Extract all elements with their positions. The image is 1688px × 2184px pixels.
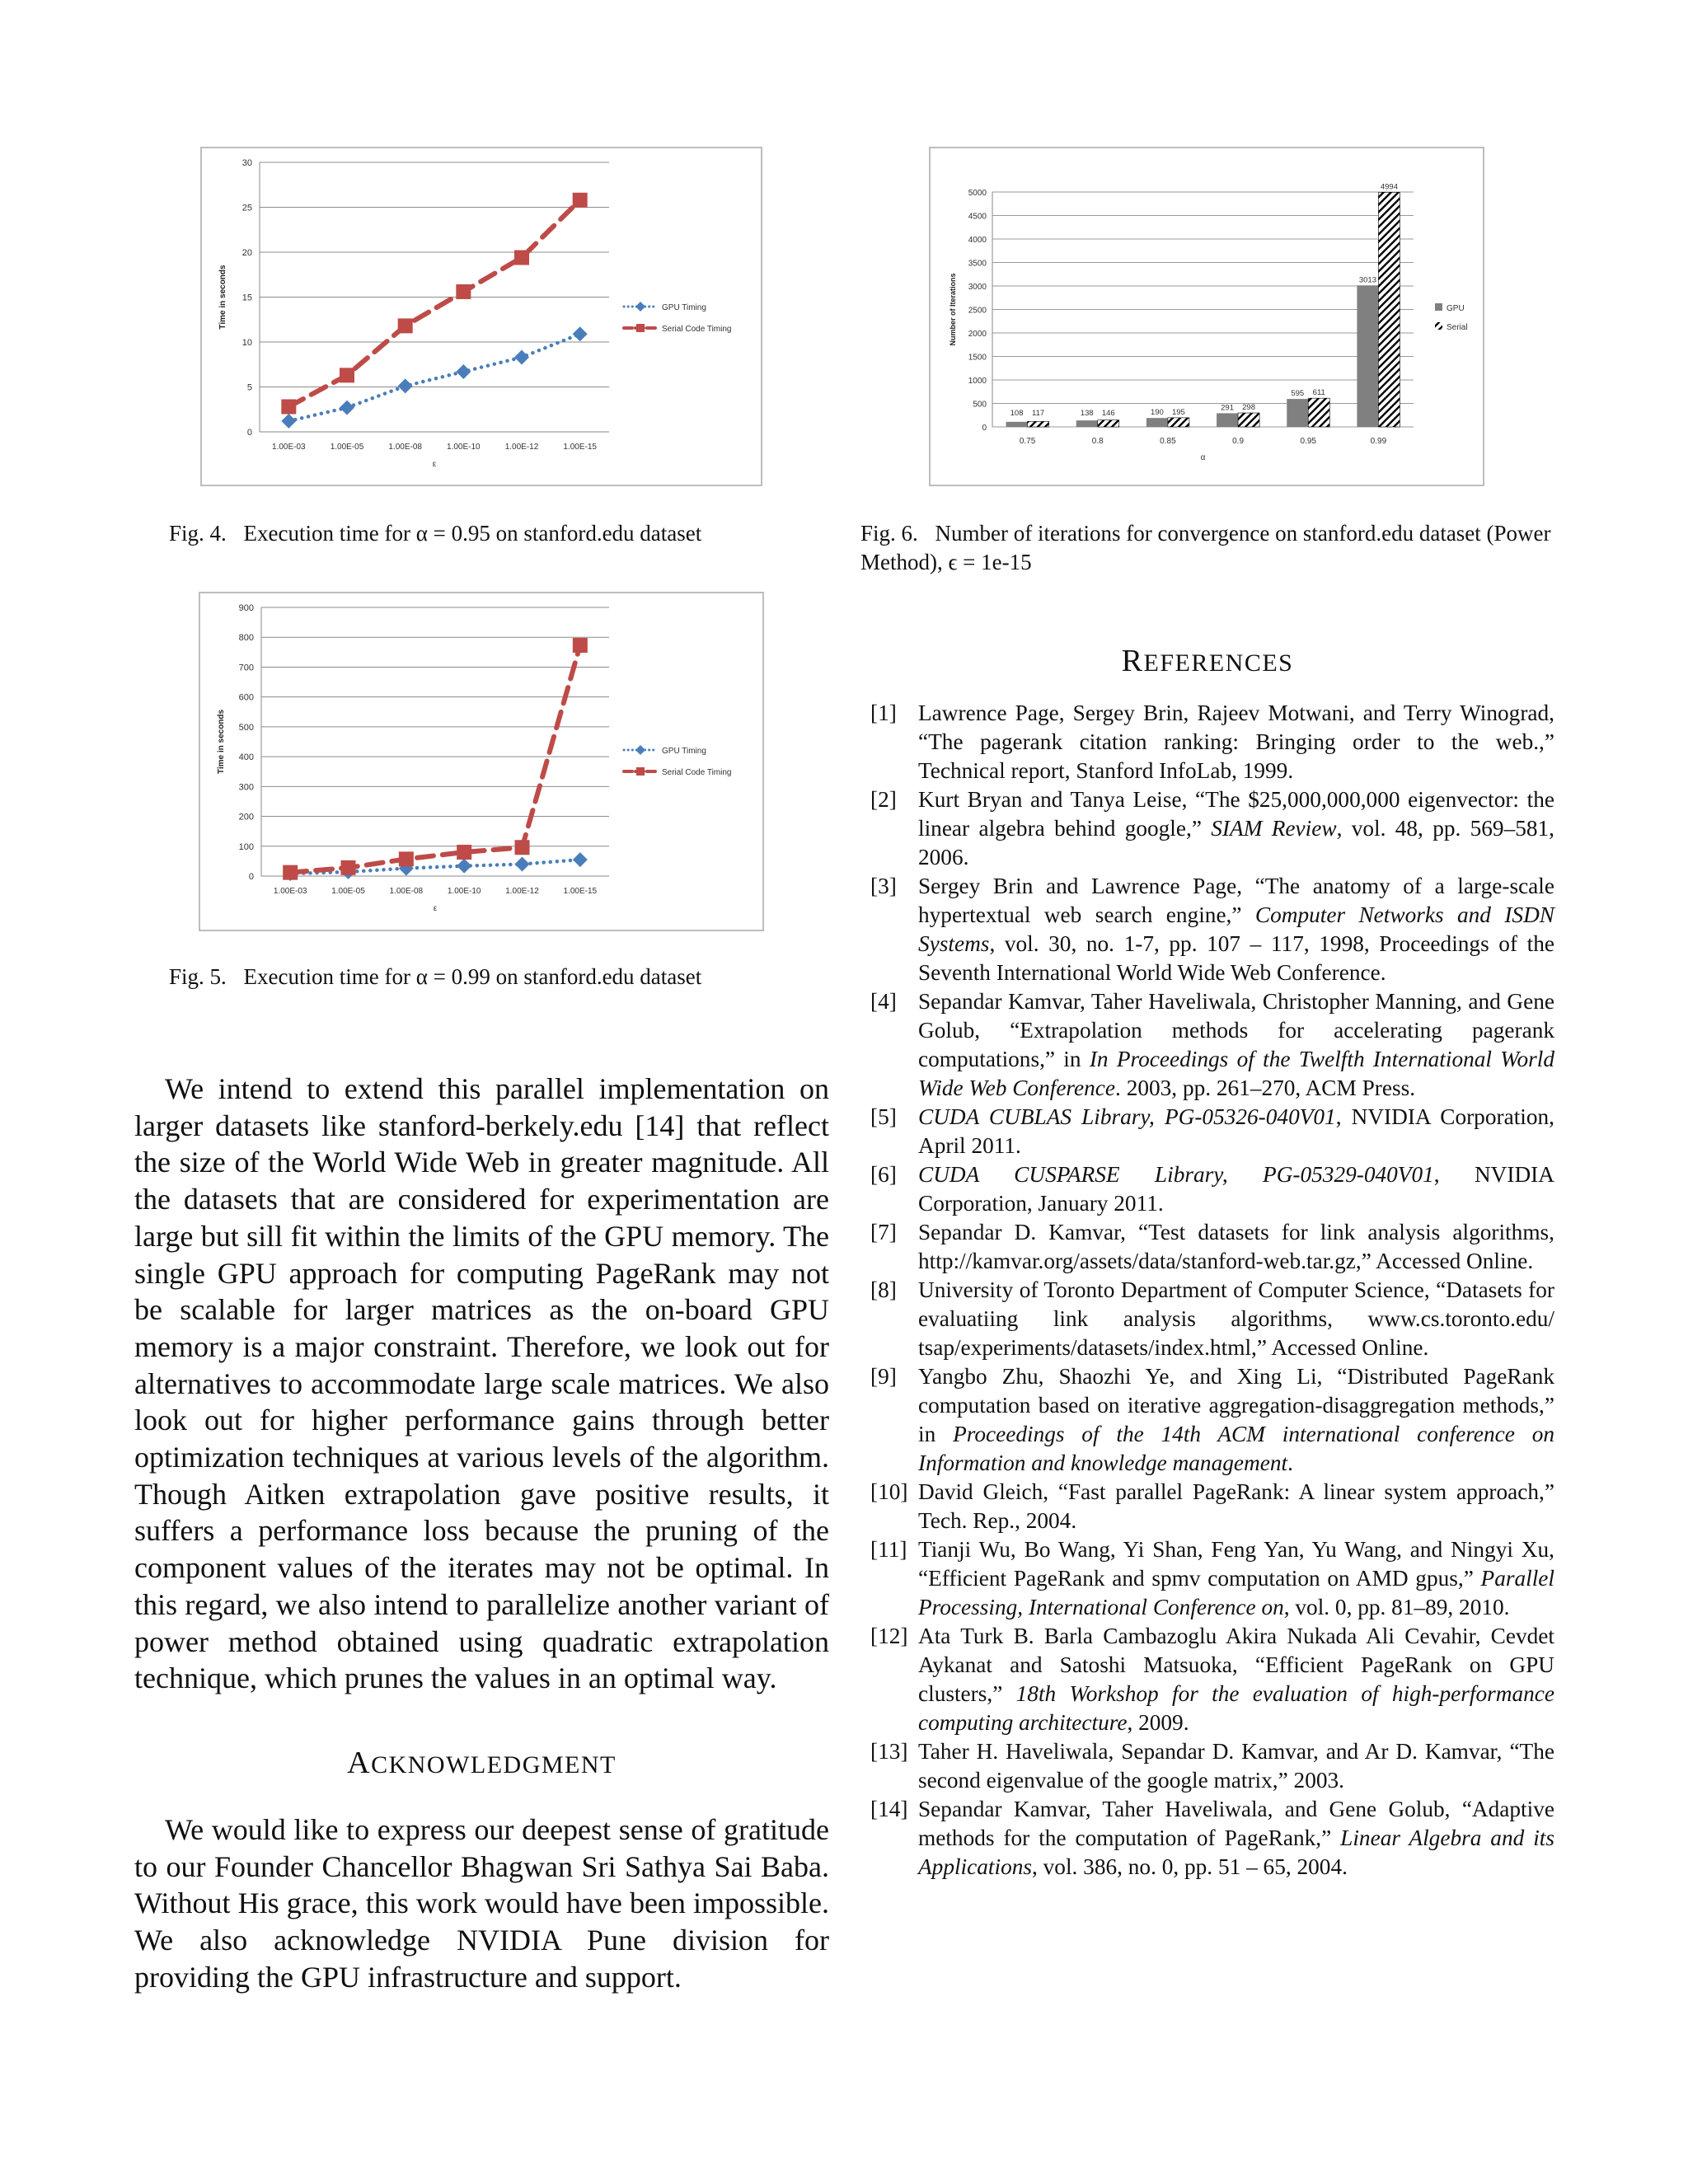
figure-6: [929, 147, 1484, 486]
x-tick-label: 0.99: [1370, 437, 1387, 446]
reference-text-pre: Sepandar Kamvar, Taher Haveliwala, Christopher Manning, and Gene Golub, “Extrapolation methods for accelerating pagerank computations,” in: [918, 989, 1554, 1071]
x-tick-label: 1.00E-03: [273, 887, 307, 896]
legend-marker: [636, 767, 645, 776]
figure-5-caption-tag: Fig. 5.: [169, 964, 227, 989]
data-point-diamond: [573, 326, 588, 341]
y-tick-label: 400: [238, 752, 254, 763]
data-label: 146: [1101, 409, 1115, 418]
reference-number: [12]: [870, 1624, 908, 1648]
figure-4-caption-text: Execution time for α = 0.95 on stanford.edu dataset: [243, 521, 702, 546]
data-point-square: [457, 845, 471, 860]
reference-item: [860, 1218, 1554, 1276]
reference-number: [10]: [870, 1479, 908, 1504]
legend-label: GPU: [1447, 304, 1465, 313]
x-tick-label: 1.00E-12: [504, 443, 539, 452]
x-tick-label: 1.00E-10: [447, 443, 481, 452]
data-label: 138: [1080, 409, 1094, 418]
y-tick-label: 800: [238, 633, 254, 644]
x-tick-label: 0.95: [1300, 437, 1316, 446]
reference-item: [860, 1276, 1554, 1362]
y-tick-label: 2000: [968, 330, 987, 339]
figure-5-caption-text: Execution time for α = 0.99 on stanford.edu dataset: [243, 964, 702, 989]
reference-item: [860, 1535, 1554, 1622]
data-point-diamond: [514, 350, 529, 365]
reference-text-pre: Sepandar D. Kamvar, “Test datasets for link analysis algorithms, http://kamvar.org/assets/data/stanford-web.tar.gz,” Accessed Online.: [918, 1220, 1554, 1273]
data-point-square: [456, 284, 471, 299]
figure-4-caption-tag: Fig. 4.: [169, 521, 227, 546]
reference-text-pre: Tianji Wu, Bo Wang, Yi Shan, Feng Yan, Yu Wang, and Ningyi Xu, “Efficient PageRank and spmv computation on AMD gpus,”: [918, 1537, 1554, 1591]
data-point-square: [573, 193, 588, 208]
reference-item: [860, 1622, 1554, 1737]
reference-item: [860, 699, 1554, 785]
figure-5: [199, 592, 764, 931]
x-tick-label: 1.00E-12: [505, 887, 539, 896]
reference-text-pre: Kurt Bryan and Tanya Leise, “The $25,000,000,000 eigenvector: the linear algebra behind google,”: [918, 787, 1554, 841]
reference-text-post: , NVIDIA Corporation, January 2011.: [918, 1162, 1554, 1216]
y-tick-label: 5000: [968, 189, 987, 198]
data-point-diamond: [573, 852, 588, 867]
data-point-square: [340, 368, 354, 382]
figure-6-caption-tag: Fig. 6.: [860, 521, 918, 546]
y-axis-label: Number of Iterations: [949, 273, 957, 346]
y-tick-label: 600: [238, 692, 254, 703]
data-label: 298: [1242, 403, 1256, 413]
reference-text-pre: David Gleich, “Fast parallel PageRank: A linear system approach,” Tech. Rep., 2004.: [918, 1479, 1554, 1533]
figure-4: [200, 147, 762, 486]
x-tick-label: 1.00E-10: [447, 887, 481, 896]
reference-text-em: 18th Workshop for the evaluation of high-performance computing architecture: [918, 1681, 1554, 1735]
x-tick-label: 1.00E-05: [330, 443, 364, 452]
reference-number: [8]: [870, 1277, 897, 1302]
reference-number: [7]: [870, 1220, 897, 1244]
y-axis-label: Time in seconds: [217, 709, 226, 775]
bar-gpu: [1146, 418, 1168, 427]
series-line-1: [290, 860, 580, 874]
bar-gpu: [1357, 285, 1378, 427]
figure-6-caption-text: Number of iterations for convergence on stanford.edu dataset (Power Method), ϵ = 1e-15: [860, 521, 1551, 574]
data-label: 117: [1032, 409, 1045, 418]
data-label: 190: [1150, 408, 1164, 418]
y-tick-label: 5: [246, 382, 252, 393]
bar-gpu: [1006, 422, 1028, 427]
data-point-diamond: [340, 401, 354, 415]
acknowledgment-heading-rest: CKNOWLEDGMENT: [371, 1751, 617, 1779]
reference-number: [3]: [870, 874, 897, 898]
data-point-diamond: [398, 378, 413, 393]
reference-item: [860, 1795, 1554, 1882]
legend-label: Serial: [1447, 323, 1468, 332]
bar-serial: [1308, 398, 1329, 427]
reference-text-em: Computer Networks and ISDN Systems: [918, 902, 1554, 956]
data-point-diamond: [281, 414, 296, 429]
y-tick-label: 900: [238, 603, 254, 613]
data-point-square: [515, 840, 530, 855]
y-tick-label: 100: [238, 841, 254, 852]
bar-gpu: [1076, 420, 1098, 427]
y-tick-label: 0: [982, 424, 987, 433]
reference-text-em: Proceedings of the 14th ACM international conference on Information and knowledge management: [918, 1422, 1555, 1475]
data-label: 3013: [1358, 275, 1376, 285]
reference-text-post: , vol. 0, pp. 81–89, 2010.: [1283, 1595, 1510, 1619]
reference-number: [13]: [870, 1739, 908, 1764]
future-work-paragraph: We intend to extend this parallel implementation on larger datasets like stanford-berkely.edu [14] that reflect the size of the World Wide Web in greater magnitude. All the datasets that are considered for experimentation are large but sill fit within the limits of the GPU memory. The single GPU approach for computing PageRank may not be scalable for larger matrices as the on-board GPU memory is a major constraint. Therefore, we look out for alternatives to accommodate large scale matrices. We also look out for higher performance gains through better optimization techniques at various levels of the algorithm. Though Aitken extrapolation gave positive results, it suffers a performance loss because the pruning of the component values of the iterates may not be optimal. In this regard, we also intend to parallelize another variant of power method obtained using quadratic extrapolation technique, which prunes the values in an optimal way.: [134, 1072, 829, 1695]
y-tick-label: 15: [241, 293, 252, 303]
reference-text-post: , NVIDIA Corporation, April 2011.: [918, 1104, 1554, 1158]
reference-number: [11]: [870, 1537, 907, 1562]
y-tick-label: 0: [248, 872, 254, 882]
reference-text-post: , vol. 48, pp. 569–581, 2006.: [918, 816, 1555, 869]
series-line-2: [288, 200, 579, 407]
reference-item: [860, 1160, 1554, 1218]
figure-6-caption: [860, 519, 1553, 577]
reference-text-em: In Proceedings of the Twelfth International World Wide Web Conference: [918, 1047, 1554, 1100]
y-tick-label: 200: [238, 812, 254, 823]
reference-item: [860, 785, 1554, 872]
x-axis-label: ε: [433, 904, 438, 913]
data-label: 4994: [1380, 182, 1398, 192]
y-tick-label: 4000: [968, 236, 987, 245]
x-tick-label: 1.00E-05: [331, 887, 365, 896]
reference-number: [5]: [870, 1104, 897, 1129]
reference-item: [860, 987, 1554, 1103]
y-tick-label: 10: [241, 338, 252, 348]
bar-gpu: [1217, 413, 1238, 427]
legend-label: Serial Code Timing: [662, 325, 732, 334]
reference-text-post: , 2009.: [1127, 1710, 1189, 1735]
reference-number: [14]: [870, 1797, 908, 1821]
reference-text-em: Parallel Processing, International Conference on: [918, 1566, 1554, 1619]
reference-item: [860, 1478, 1554, 1535]
bar-serial: [1378, 192, 1400, 427]
y-tick-label: 500: [238, 722, 254, 733]
data-point-square: [514, 251, 529, 265]
data-point-square: [573, 638, 588, 653]
reference-list: [860, 699, 1554, 1882]
x-tick-label: 1.00E-03: [272, 443, 306, 452]
reference-number: [4]: [870, 989, 897, 1014]
data-point-square: [398, 318, 413, 333]
y-tick-label: 1500: [968, 353, 987, 363]
data-point-square: [341, 860, 356, 875]
data-point-diamond: [515, 857, 530, 872]
figure-4-chart: [202, 148, 761, 485]
series-line-1: [288, 334, 579, 421]
data-label: 195: [1171, 407, 1185, 417]
data-point-square: [283, 865, 298, 880]
reference-item: [860, 1737, 1554, 1795]
y-tick-label: 20: [241, 248, 252, 258]
reference-text-pre: University of Toronto Department of Computer Science, “Datasets for evaluatiing link analysis algorithms, www.cs.toronto.edu/ tsap/experiments/datasets/index.html,” Accessed Online.: [918, 1277, 1554, 1360]
y-tick-label: 1000: [968, 377, 987, 386]
reference-item: [860, 1362, 1554, 1478]
references-heading-initial: R: [1121, 644, 1144, 678]
reference-text-pre: Sergey Brin and Lawrence Page, “The anatomy of a large-scale hypertextual web search engine,”: [918, 874, 1554, 927]
series-line-2: [290, 645, 580, 873]
x-tick-label: 0.75: [1019, 437, 1036, 446]
legend-label: GPU Timing: [662, 747, 706, 756]
bar-serial: [1168, 418, 1189, 427]
y-tick-label: 25: [241, 203, 252, 213]
y-tick-label: 3500: [968, 259, 987, 269]
legend-swatch: [1435, 322, 1442, 330]
figure-6-chart: [931, 148, 1483, 485]
bar-gpu: [1287, 399, 1308, 427]
reference-text-pre: Yangbo Zhu, Shaozhi Ye, and Xing Li, “Distributed PageRank computation based on iterative aggregation-disaggregation methods,” in: [918, 1364, 1554, 1446]
reference-text-post: .: [1287, 1451, 1293, 1475]
references-heading: [860, 643, 1554, 679]
reference-item: [860, 1103, 1554, 1160]
reference-text-pre: Sepandar Kamvar, Taher Haveliwala, and Gene Golub, “Adaptive methods for the computation of PageRank,”: [918, 1797, 1554, 1850]
reference-number: [2]: [870, 787, 897, 812]
bar-serial: [1098, 420, 1119, 427]
y-tick-label: 700: [238, 663, 254, 673]
bar-serial: [1238, 413, 1259, 427]
acknowledgment-paragraph: We would like to express our deepest sense of gratitude to our Founder Chancellor Bhagwan Sri Sathya Sai Baba. Without His grace, this work would have been impossible. We also acknowledge NVIDIA Pune division for providing the GPU infrastructure and support.: [134, 1813, 829, 1994]
reference-text-em: Linear Algebra and its Applications: [918, 1825, 1554, 1879]
x-tick-label: 0.85: [1160, 437, 1176, 446]
data-point-diamond: [457, 859, 471, 874]
y-tick-label: 4500: [968, 212, 987, 222]
x-tick-label: 0.9: [1232, 437, 1245, 446]
reference-text-em: CUDA CUBLAS Library, PG-05326-040V01: [918, 1104, 1336, 1129]
data-label: 108: [1010, 409, 1024, 418]
x-tick-label: 1.00E-15: [563, 887, 598, 896]
reference-text-em: SIAM Review: [1211, 816, 1337, 841]
figure-5-caption: [169, 963, 820, 991]
y-tick-label: 2500: [968, 306, 987, 316]
reference-text-post: . 2003, pp. 261–270, ACM Press.: [1115, 1076, 1416, 1100]
reference-text-post: , vol. 30, no. 1-7, pp. 107 – 117, 1998, Proceedings of the Seventh International World Wide Web Conference.: [918, 931, 1554, 985]
y-tick-label: 300: [238, 782, 254, 793]
legend-marker: [635, 745, 645, 755]
legend-label: GPU Timing: [662, 303, 706, 312]
legend-label: Serial Code Timing: [662, 768, 732, 777]
data-point-square: [399, 851, 414, 866]
acknowledgment-heading-initial: A: [347, 1746, 372, 1780]
reference-text-pre: Ata Turk B. Barla Cambazoglu Akira Nukada Ali Cevahir, Cevdet Aykanat and Satoshi Matsuoka, “Efficient PageRank on GPU clusters,”: [918, 1624, 1554, 1706]
reference-text-post: , vol. 386, no. 0, pp. 51 – 65, 2004.: [1032, 1854, 1348, 1879]
acknowledgment-heading: [134, 1745, 829, 1781]
data-point-square: [281, 399, 296, 414]
reference-number: [1]: [870, 701, 897, 725]
data-label: 291: [1221, 403, 1235, 413]
x-tick-label: 0.8: [1091, 437, 1104, 446]
bar-serial: [1028, 421, 1049, 427]
reference-text-em: CUDA CUSPARSE Library, PG-05329-040V01: [918, 1162, 1434, 1187]
reference-item: [860, 872, 1554, 987]
figure-4-caption: [169, 519, 820, 548]
reference-number: [9]: [870, 1364, 897, 1389]
legend-marker: [635, 302, 645, 312]
y-tick-label: 500: [973, 400, 987, 410]
data-point-diamond: [456, 364, 471, 379]
y-tick-label: 0: [246, 428, 252, 438]
x-axis-label: α: [1200, 453, 1206, 462]
legend-swatch: [1435, 303, 1442, 311]
data-label: 611: [1312, 388, 1325, 398]
reference-number: [6]: [870, 1162, 897, 1187]
x-tick-label: 1.00E-08: [388, 443, 422, 452]
figure-5-chart: [200, 593, 762, 930]
data-label: 595: [1291, 389, 1305, 399]
reference-text-pre: Lawrence Page, Sergey Brin, Rajeev Motwani, and Terry Winograd, “The pagerank citation ranking: Bringing order to the web.,” Technical report, Stanford InfoLab, 1999.: [918, 701, 1554, 783]
y-tick-label: 3000: [968, 283, 987, 292]
x-tick-label: 1.00E-08: [389, 887, 424, 896]
y-tick-label: 30: [241, 158, 252, 168]
legend-marker: [636, 324, 645, 332]
x-tick-label: 1.00E-15: [563, 443, 597, 452]
y-axis-label: Time in seconds: [218, 265, 227, 330]
x-axis-label: ε: [432, 460, 437, 469]
reference-text-pre: Taher H. Haveliwala, Sepandar D. Kamvar, and Ar D. Kamvar, “The second eigenvalue of the google matrix,” 2003.: [918, 1739, 1554, 1793]
references-heading-rest: EFERENCES: [1143, 649, 1294, 677]
